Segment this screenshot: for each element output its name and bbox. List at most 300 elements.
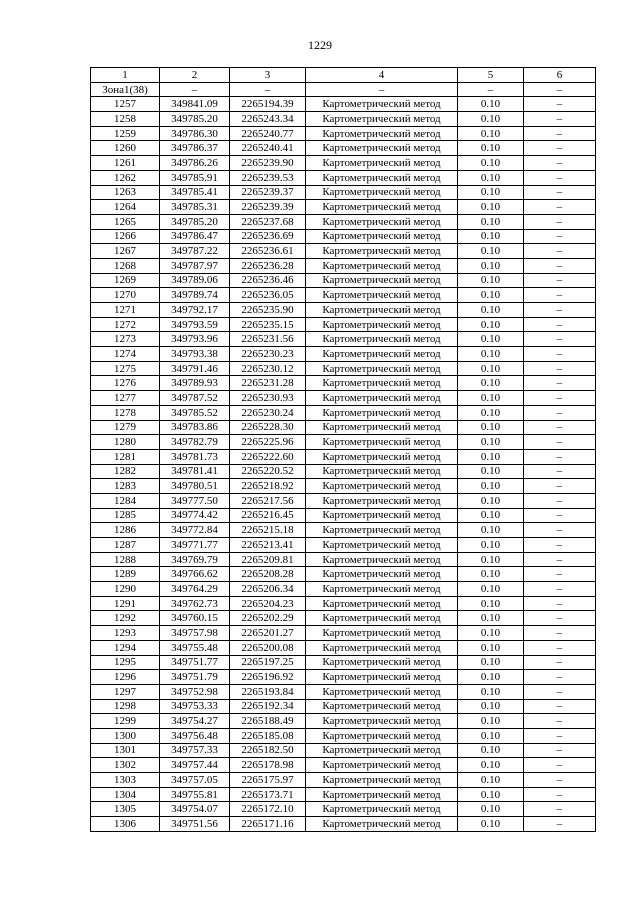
- table-row: [91, 200, 596, 215]
- table-row: [91, 97, 596, 112]
- accuracy-cell: 0.10: [458, 141, 524, 156]
- accuracy-cell: 0.10: [458, 699, 524, 714]
- point-number-cell: 1279: [91, 420, 160, 435]
- table-row: [91, 229, 596, 244]
- point-number-cell: 1289: [91, 567, 160, 582]
- y-coordinate-cell: 2265178.98: [230, 758, 306, 773]
- table-row: [91, 567, 596, 582]
- y-coordinate-cell: 2265236.05: [230, 288, 306, 303]
- x-coordinate-cell: 349789.93: [160, 376, 230, 391]
- y-coordinate-cell: 2265218.92: [230, 479, 306, 494]
- zone-label: Зона1(38): [91, 82, 160, 97]
- note-cell: –: [524, 640, 596, 655]
- point-number-cell: 1272: [91, 317, 160, 332]
- table-row: [91, 611, 596, 626]
- table-row: [91, 714, 596, 729]
- table-row: [91, 156, 596, 171]
- method-cell: Картометрический метод: [306, 185, 458, 200]
- method-cell: Картометрический метод: [306, 97, 458, 112]
- y-coordinate-cell: 2265228.30: [230, 420, 306, 435]
- x-coordinate-cell: 349752.98: [160, 684, 230, 699]
- y-coordinate-cell: 2265222.60: [230, 449, 306, 464]
- point-number-cell: 1304: [91, 787, 160, 802]
- y-coordinate-cell: 2265236.69: [230, 229, 306, 244]
- x-coordinate-cell: 349777.50: [160, 493, 230, 508]
- point-number-cell: 1296: [91, 670, 160, 685]
- table-row: [91, 655, 596, 670]
- x-coordinate-cell: 349754.07: [160, 802, 230, 817]
- zone-cell: –: [160, 82, 230, 97]
- accuracy-cell: 0.10: [458, 493, 524, 508]
- method-cell: Картометрический метод: [306, 273, 458, 288]
- x-coordinate-cell: 349755.81: [160, 787, 230, 802]
- table-row: [91, 405, 596, 420]
- x-coordinate-cell: 349841.09: [160, 97, 230, 112]
- accuracy-cell: 0.10: [458, 332, 524, 347]
- point-number-cell: 1283: [91, 479, 160, 494]
- method-cell: Картометрический метод: [306, 640, 458, 655]
- method-cell: Картометрический метод: [306, 464, 458, 479]
- x-coordinate-cell: 349793.96: [160, 332, 230, 347]
- point-number-cell: 1302: [91, 758, 160, 773]
- table-row: [91, 126, 596, 141]
- accuracy-cell: 0.10: [458, 244, 524, 259]
- note-cell: –: [524, 684, 596, 699]
- accuracy-cell: 0.10: [458, 714, 524, 729]
- header-cell-6: 6: [524, 68, 596, 83]
- note-cell: –: [524, 200, 596, 215]
- x-coordinate-cell: 349793.38: [160, 347, 230, 362]
- accuracy-cell: 0.10: [458, 170, 524, 185]
- note-cell: –: [524, 464, 596, 479]
- x-coordinate-cell: 349786.26: [160, 156, 230, 171]
- method-cell: Картометрический метод: [306, 684, 458, 699]
- y-coordinate-cell: 2265240.41: [230, 141, 306, 156]
- note-cell: –: [524, 303, 596, 318]
- table-row: [91, 347, 596, 362]
- note-cell: –: [524, 523, 596, 538]
- point-number-cell: 1275: [91, 361, 160, 376]
- note-cell: –: [524, 112, 596, 127]
- method-cell: Картометрический метод: [306, 758, 458, 773]
- method-cell: Картометрический метод: [306, 728, 458, 743]
- table-row: [91, 170, 596, 185]
- y-coordinate-cell: 2265231.28: [230, 376, 306, 391]
- method-cell: Картометрический метод: [306, 332, 458, 347]
- x-coordinate-cell: 349766.62: [160, 567, 230, 582]
- table-row: [91, 449, 596, 464]
- point-number-cell: 1297: [91, 684, 160, 699]
- accuracy-cell: 0.10: [458, 479, 524, 494]
- method-cell: Картометрический метод: [306, 523, 458, 538]
- coordinates-table: [90, 67, 596, 832]
- point-number-cell: 1263: [91, 185, 160, 200]
- point-number-cell: 1284: [91, 493, 160, 508]
- y-coordinate-cell: 2265239.53: [230, 170, 306, 185]
- accuracy-cell: 0.10: [458, 582, 524, 597]
- method-cell: Картометрический метод: [306, 170, 458, 185]
- accuracy-cell: 0.10: [458, 435, 524, 450]
- point-number-cell: 1262: [91, 170, 160, 185]
- accuracy-cell: 0.10: [458, 538, 524, 553]
- method-cell: Картометрический метод: [306, 611, 458, 626]
- y-coordinate-cell: 2265208.28: [230, 567, 306, 582]
- point-number-cell: 1267: [91, 244, 160, 259]
- accuracy-cell: 0.10: [458, 288, 524, 303]
- method-cell: Картометрический метод: [306, 449, 458, 464]
- note-cell: –: [524, 567, 596, 582]
- note-cell: –: [524, 611, 596, 626]
- method-cell: Картометрический метод: [306, 376, 458, 391]
- point-number-cell: 1306: [91, 817, 160, 832]
- accuracy-cell: 0.10: [458, 361, 524, 376]
- table-row: [91, 743, 596, 758]
- x-coordinate-cell: 349789.74: [160, 288, 230, 303]
- note-cell: –: [524, 170, 596, 185]
- note-cell: –: [524, 347, 596, 362]
- x-coordinate-cell: 349789.06: [160, 273, 230, 288]
- table-row: [91, 479, 596, 494]
- x-coordinate-cell: 349757.33: [160, 743, 230, 758]
- y-coordinate-cell: 2265216.45: [230, 508, 306, 523]
- method-cell: Картометрический метод: [306, 244, 458, 259]
- point-number-cell: 1278: [91, 405, 160, 420]
- note-cell: –: [524, 626, 596, 641]
- zone-row: [91, 82, 596, 97]
- method-cell: Картометрический метод: [306, 420, 458, 435]
- point-number-cell: 1288: [91, 552, 160, 567]
- table-row: [91, 303, 596, 318]
- point-number-cell: 1258: [91, 112, 160, 127]
- zone-cell: –: [230, 82, 306, 97]
- y-coordinate-cell: 2265204.23: [230, 596, 306, 611]
- y-coordinate-cell: 2265196.92: [230, 670, 306, 685]
- method-cell: Картометрический метод: [306, 493, 458, 508]
- y-coordinate-cell: 2265202.29: [230, 611, 306, 626]
- y-coordinate-cell: 2265230.24: [230, 405, 306, 420]
- method-cell: Картометрический метод: [306, 156, 458, 171]
- table-row: [91, 391, 596, 406]
- point-number-cell: 1287: [91, 538, 160, 553]
- table-row: [91, 185, 596, 200]
- accuracy-cell: 0.10: [458, 817, 524, 832]
- note-cell: –: [524, 596, 596, 611]
- header-cell-1: 1: [91, 68, 160, 83]
- table-row: [91, 332, 596, 347]
- y-coordinate-cell: 2265201.27: [230, 626, 306, 641]
- note-cell: –: [524, 258, 596, 273]
- method-cell: Картометрический метод: [306, 787, 458, 802]
- note-cell: –: [524, 479, 596, 494]
- x-coordinate-cell: 349785.41: [160, 185, 230, 200]
- note-cell: –: [524, 229, 596, 244]
- table-row: [91, 258, 596, 273]
- note-cell: –: [524, 405, 596, 420]
- y-coordinate-cell: 2265236.28: [230, 258, 306, 273]
- x-coordinate-cell: 349793.59: [160, 317, 230, 332]
- x-coordinate-cell: 349751.56: [160, 817, 230, 832]
- point-number-cell: 1293: [91, 626, 160, 641]
- table-header: [91, 68, 596, 83]
- method-cell: Картометрический метод: [306, 200, 458, 215]
- note-cell: –: [524, 317, 596, 332]
- accuracy-cell: 0.10: [458, 655, 524, 670]
- y-coordinate-cell: 2265243.34: [230, 112, 306, 127]
- table-body: [91, 82, 596, 831]
- method-cell: Картометрический метод: [306, 405, 458, 420]
- table-row: [91, 817, 596, 832]
- y-coordinate-cell: 2265239.37: [230, 185, 306, 200]
- point-number-cell: 1305: [91, 802, 160, 817]
- accuracy-cell: 0.10: [458, 112, 524, 127]
- accuracy-cell: 0.10: [458, 405, 524, 420]
- note-cell: –: [524, 538, 596, 553]
- header-cell-3: 3: [230, 68, 306, 83]
- table-row: [91, 670, 596, 685]
- note-cell: –: [524, 449, 596, 464]
- table-row: [91, 376, 596, 391]
- y-coordinate-cell: 2265239.90: [230, 156, 306, 171]
- point-number-cell: 1292: [91, 611, 160, 626]
- point-number-cell: 1282: [91, 464, 160, 479]
- point-number-cell: 1291: [91, 596, 160, 611]
- zone-cell: –: [458, 82, 524, 97]
- header-row: [91, 68, 596, 83]
- accuracy-cell: 0.10: [458, 743, 524, 758]
- note-cell: –: [524, 376, 596, 391]
- point-number-cell: 1303: [91, 773, 160, 788]
- point-number-cell: 1265: [91, 214, 160, 229]
- method-cell: Картометрический метод: [306, 802, 458, 817]
- method-cell: Картометрический метод: [306, 743, 458, 758]
- note-cell: –: [524, 728, 596, 743]
- note-cell: –: [524, 699, 596, 714]
- note-cell: –: [524, 391, 596, 406]
- y-coordinate-cell: 2265217.56: [230, 493, 306, 508]
- x-coordinate-cell: 349772.84: [160, 523, 230, 538]
- point-number-cell: 1290: [91, 582, 160, 597]
- note-cell: –: [524, 714, 596, 729]
- table-row: [91, 728, 596, 743]
- y-coordinate-cell: 2265220.52: [230, 464, 306, 479]
- zone-cell: –: [524, 82, 596, 97]
- method-cell: Картометрический метод: [306, 582, 458, 597]
- note-cell: –: [524, 817, 596, 832]
- note-cell: –: [524, 156, 596, 171]
- x-coordinate-cell: 349774.42: [160, 508, 230, 523]
- accuracy-cell: 0.10: [458, 391, 524, 406]
- point-number-cell: 1276: [91, 376, 160, 391]
- table-row: [91, 523, 596, 538]
- y-coordinate-cell: 2265182.50: [230, 743, 306, 758]
- x-coordinate-cell: 349780.51: [160, 479, 230, 494]
- point-number-cell: 1259: [91, 126, 160, 141]
- accuracy-cell: 0.10: [458, 229, 524, 244]
- note-cell: –: [524, 787, 596, 802]
- point-number-cell: 1286: [91, 523, 160, 538]
- point-number-cell: 1277: [91, 391, 160, 406]
- y-coordinate-cell: 2265236.46: [230, 273, 306, 288]
- method-cell: Картометрический метод: [306, 435, 458, 450]
- note-cell: –: [524, 126, 596, 141]
- accuracy-cell: 0.10: [458, 596, 524, 611]
- x-coordinate-cell: 349753.33: [160, 699, 230, 714]
- x-coordinate-cell: 349786.30: [160, 126, 230, 141]
- method-cell: Картометрический метод: [306, 126, 458, 141]
- x-coordinate-cell: 349782.79: [160, 435, 230, 450]
- x-coordinate-cell: 349792.17: [160, 303, 230, 318]
- accuracy-cell: 0.10: [458, 376, 524, 391]
- note-cell: –: [524, 758, 596, 773]
- accuracy-cell: 0.10: [458, 214, 524, 229]
- x-coordinate-cell: 349755.48: [160, 640, 230, 655]
- table-row: [91, 508, 596, 523]
- zone-cell: –: [306, 82, 458, 97]
- accuracy-cell: 0.10: [458, 126, 524, 141]
- y-coordinate-cell: 2265197.25: [230, 655, 306, 670]
- note-cell: –: [524, 214, 596, 229]
- x-coordinate-cell: 349783.86: [160, 420, 230, 435]
- x-coordinate-cell: 349785.20: [160, 214, 230, 229]
- accuracy-cell: 0.10: [458, 773, 524, 788]
- point-number-cell: 1260: [91, 141, 160, 156]
- method-cell: Картометрический метод: [306, 596, 458, 611]
- table-row: [91, 244, 596, 259]
- point-number-cell: 1270: [91, 288, 160, 303]
- point-number-cell: 1264: [91, 200, 160, 215]
- point-number-cell: 1261: [91, 156, 160, 171]
- table-row: [91, 464, 596, 479]
- accuracy-cell: 0.10: [458, 420, 524, 435]
- y-coordinate-cell: 2265194.39: [230, 97, 306, 112]
- point-number-cell: 1295: [91, 655, 160, 670]
- note-cell: –: [524, 670, 596, 685]
- method-cell: Картометрический метод: [306, 655, 458, 670]
- table-row: [91, 758, 596, 773]
- y-coordinate-cell: 2265209.81: [230, 552, 306, 567]
- accuracy-cell: 0.10: [458, 523, 524, 538]
- accuracy-cell: 0.10: [458, 684, 524, 699]
- y-coordinate-cell: 2265213.41: [230, 538, 306, 553]
- accuracy-cell: 0.10: [458, 670, 524, 685]
- header-cell-4: 4: [306, 68, 458, 83]
- point-number-cell: 1300: [91, 728, 160, 743]
- point-number-cell: 1280: [91, 435, 160, 450]
- accuracy-cell: 0.10: [458, 200, 524, 215]
- table-row: [91, 493, 596, 508]
- note-cell: –: [524, 420, 596, 435]
- accuracy-cell: 0.10: [458, 464, 524, 479]
- accuracy-cell: 0.10: [458, 508, 524, 523]
- point-number-cell: 1269: [91, 273, 160, 288]
- method-cell: Картометрический метод: [306, 773, 458, 788]
- y-coordinate-cell: 2265231.56: [230, 332, 306, 347]
- note-cell: –: [524, 97, 596, 112]
- point-number-cell: 1266: [91, 229, 160, 244]
- x-coordinate-cell: 349771.77: [160, 538, 230, 553]
- note-cell: –: [524, 435, 596, 450]
- y-coordinate-cell: 2265185.08: [230, 728, 306, 743]
- y-coordinate-cell: 2265235.90: [230, 303, 306, 318]
- y-coordinate-cell: 2265236.61: [230, 244, 306, 259]
- x-coordinate-cell: 349764.29: [160, 582, 230, 597]
- table-row: [91, 582, 596, 597]
- accuracy-cell: 0.10: [458, 728, 524, 743]
- x-coordinate-cell: 349785.52: [160, 405, 230, 420]
- accuracy-cell: 0.10: [458, 258, 524, 273]
- accuracy-cell: 0.10: [458, 626, 524, 641]
- x-coordinate-cell: 349787.22: [160, 244, 230, 259]
- method-cell: Картометрический метод: [306, 112, 458, 127]
- table-row: [91, 273, 596, 288]
- table-row: [91, 552, 596, 567]
- point-number-cell: 1301: [91, 743, 160, 758]
- table-row: [91, 773, 596, 788]
- accuracy-cell: 0.10: [458, 449, 524, 464]
- table-row: [91, 317, 596, 332]
- y-coordinate-cell: 2265206.34: [230, 582, 306, 597]
- point-number-cell: 1268: [91, 258, 160, 273]
- y-coordinate-cell: 2265175.97: [230, 773, 306, 788]
- x-coordinate-cell: 349785.31: [160, 200, 230, 215]
- x-coordinate-cell: 349756.48: [160, 728, 230, 743]
- method-cell: Картометрический метод: [306, 626, 458, 641]
- method-cell: Картометрический метод: [306, 714, 458, 729]
- table-row: [91, 684, 596, 699]
- y-coordinate-cell: 2265230.12: [230, 361, 306, 376]
- method-cell: Картометрический метод: [306, 347, 458, 362]
- method-cell: Картометрический метод: [306, 508, 458, 523]
- x-coordinate-cell: 349757.44: [160, 758, 230, 773]
- note-cell: –: [524, 273, 596, 288]
- table-row: [91, 112, 596, 127]
- table-row: [91, 420, 596, 435]
- y-coordinate-cell: 2265225.96: [230, 435, 306, 450]
- accuracy-cell: 0.10: [458, 802, 524, 817]
- x-coordinate-cell: 349754.27: [160, 714, 230, 729]
- method-cell: Картометрический метод: [306, 391, 458, 406]
- y-coordinate-cell: 2265193.84: [230, 684, 306, 699]
- accuracy-cell: 0.10: [458, 758, 524, 773]
- accuracy-cell: 0.10: [458, 347, 524, 362]
- note-cell: –: [524, 508, 596, 523]
- x-coordinate-cell: 349751.77: [160, 655, 230, 670]
- table-row: [91, 435, 596, 450]
- method-cell: Картометрический метод: [306, 303, 458, 318]
- table-row: [91, 214, 596, 229]
- accuracy-cell: 0.10: [458, 611, 524, 626]
- table-row: [91, 538, 596, 553]
- note-cell: –: [524, 185, 596, 200]
- x-coordinate-cell: 349787.97: [160, 258, 230, 273]
- point-number-cell: 1298: [91, 699, 160, 714]
- note-cell: –: [524, 493, 596, 508]
- note-cell: –: [524, 802, 596, 817]
- point-number-cell: 1274: [91, 347, 160, 362]
- x-coordinate-cell: 349791.46: [160, 361, 230, 376]
- table-row: [91, 699, 596, 714]
- note-cell: –: [524, 288, 596, 303]
- note-cell: –: [524, 552, 596, 567]
- accuracy-cell: 0.10: [458, 567, 524, 582]
- table-row: [91, 141, 596, 156]
- note-cell: –: [524, 773, 596, 788]
- note-cell: –: [524, 743, 596, 758]
- method-cell: Картометрический метод: [306, 538, 458, 553]
- y-coordinate-cell: 2265240.77: [230, 126, 306, 141]
- y-coordinate-cell: 2265237.68: [230, 214, 306, 229]
- y-coordinate-cell: 2265239.39: [230, 200, 306, 215]
